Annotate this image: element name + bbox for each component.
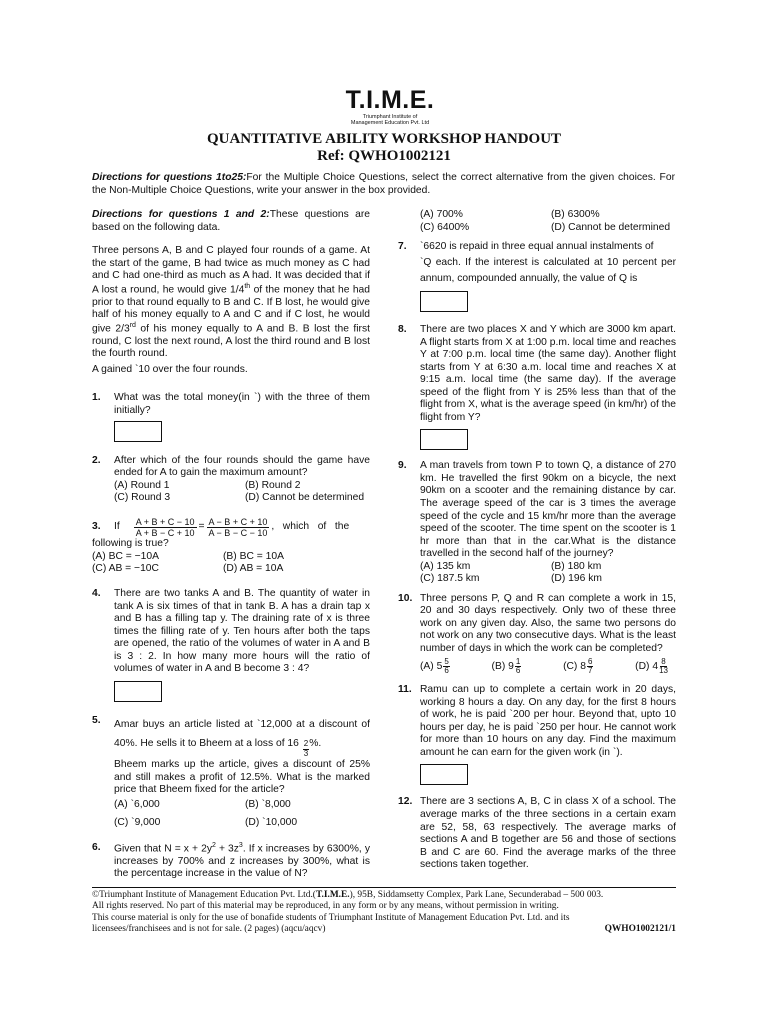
fraction-denominator: 7 [587, 666, 593, 676]
answer-box-q11[interactable] [420, 764, 468, 785]
question-11 [398, 684, 676, 785]
option-d[interactable]: (D) AB = 10A [223, 563, 284, 575]
option-a[interactable]: (A) 700% [420, 209, 463, 220]
options-q9 [420, 561, 676, 586]
option-a[interactable] [420, 658, 450, 677]
footer-line-1 [92, 890, 676, 901]
footer-text: ), 95B, Siddamsetty Complex, Park Lane, Secunderabad – 500 003. [349, 890, 604, 900]
footer-line-4 [92, 924, 676, 935]
whole-part: 4 [652, 660, 659, 672]
options-q2 [114, 480, 370, 505]
answer-box-q7[interactable] [420, 291, 468, 312]
fraction-numerator: 8 [661, 656, 666, 666]
option-label: (C) [563, 660, 578, 672]
superscript: 2 [211, 841, 216, 849]
option-b[interactable]: (B) 180 km [551, 560, 602, 572]
footer-text: licensees/franchisees and is not for sale. (2 pages) (aqcu/aqcv) [92, 923, 326, 934]
passage-sup-1: th [244, 282, 251, 290]
page-code: QWHO1002121/1 [604, 923, 676, 934]
question-text: What was the total money(in `) with the three of them initially? [114, 392, 370, 416]
passage-lead: Directions for questions 1 and 2: [92, 209, 270, 220]
logo-subtitle-1: Triumphant Institute of [362, 114, 418, 120]
fraction-denominator: A − B − C − 10 [208, 528, 268, 539]
fraction-numerator: 6 [587, 656, 593, 666]
question-4 [92, 588, 370, 702]
question-10 [398, 593, 676, 676]
passage-sup-2: rd [129, 321, 136, 329]
superscript: 3 [238, 841, 243, 849]
copyright-footer [92, 890, 676, 935]
fraction-numerator: A + B + C − 10 [135, 516, 195, 527]
fraction-numerator: A − B + C + 10 [208, 516, 268, 527]
option-d[interactable]: (D) `10,000 [245, 817, 298, 829]
equals-sign: = [198, 521, 205, 533]
page-title-block [0, 131, 768, 166]
options-q6 [398, 209, 676, 234]
right-column [398, 209, 676, 872]
question-9 [398, 460, 676, 585]
question-number: 10. [398, 592, 413, 604]
question-text-tail: , which of the [271, 521, 350, 533]
passage-text-3: of his money equally to A and B. B lost the first round, C lost the next round, A lost the third round and B lost the fourth round. [92, 323, 370, 360]
option-c[interactable]: (C) Round 3 [114, 492, 171, 504]
question-2 [92, 455, 370, 505]
question-12 [398, 796, 676, 871]
option-a[interactable]: (A) Round 1 [114, 479, 170, 491]
option-label: (D) [635, 660, 650, 672]
fraction-numerator: 2 [303, 739, 309, 749]
time-logo [330, 88, 450, 127]
directions-lead: Directions for questions 1to25: [92, 172, 247, 183]
footer-line-3: This course material is only for the use of bonafide students of Triumphant Institute of Management Education Pvt. Ltd. and its [92, 912, 570, 923]
question-number: 1. [92, 392, 101, 404]
passage-lead-text: These questions are based on the following data. [92, 209, 370, 233]
option-b[interactable]: (B) 6300% [551, 209, 600, 220]
footer-divider [92, 887, 676, 888]
question-number: 4. [92, 588, 101, 600]
fraction-denominator: 13 [659, 666, 668, 676]
fraction-denominator: 6 [515, 666, 521, 676]
whole-part: 5 [436, 660, 443, 672]
question-text-continued: `Q each. If the interest is calculated at 10 percent per annum, compounded annually, the value of Q is [420, 257, 676, 284]
logo-subtitle-2: Management Education Pvt. Ltd [350, 120, 430, 127]
option-b[interactable]: (B) BC = 10A [223, 550, 284, 562]
question-number: 6. [92, 841, 101, 853]
option-d[interactable]: (D) Cannot be determined [245, 492, 365, 504]
option-label: (A) [420, 660, 434, 672]
question-text: following is true? [92, 538, 169, 550]
question-6 [92, 842, 370, 881]
footer-line-2: All rights reserved. No part of this material may be reproduced, in any form or by any means, without permission in writing. [92, 901, 559, 912]
passage-body [92, 245, 370, 361]
question-text: After which of the four rounds should the game have ended for A to gain the maximum amount? [114, 454, 370, 479]
question-number: 3. [92, 520, 101, 532]
passage-text-2: of the money that he had prior to that round equally to B and C. If B lost, he would give half of his money equally to A and C and if C lost, he would give 2/3 [92, 284, 370, 335]
equation-q3 [114, 517, 370, 539]
question-text-part-2: + 3z [215, 843, 239, 855]
question-text-part-2: %. [309, 738, 322, 750]
question-text-part-1: Given that N = x + 2y [114, 843, 212, 855]
question-number: 7. [398, 241, 407, 253]
question-number: 12. [398, 796, 413, 808]
fraction-numerator: 1 [515, 656, 521, 666]
option-b[interactable]: (B) `8,000 [245, 798, 291, 810]
general-directions [92, 172, 675, 197]
option-a[interactable]: (A) 135 km [420, 560, 471, 572]
question-text: A man travels from town P to town Q, a distance of 270 km. He travelled the first 90km on a bicycle, the next 90km on a scooter and the remaining distance by car. The average speed of the car is 3 times the average speed of the cycle and 15 km/hr more than the average speed of the scooter. The time spent on the scooter is 1 hr more than that in the car.What is the distance travelled in the second half of the journey? [420, 460, 676, 560]
question-8 [398, 324, 676, 450]
option-d[interactable]: (D) 196 km [551, 573, 602, 585]
question-number: 2. [92, 454, 101, 466]
question-text-part-3: . If x increases by 6300%, y increases by 700% and z increases by 300%, what is the percentage increase in the value of N? [114, 843, 370, 880]
question-text-continued: Bheem marks up the article, gives a discount of 25% and still makes a profit of 12.5%. What is the marked price that Bheem fixed for the article? [114, 759, 370, 796]
passage-gain-line: A gained `10 over the four rounds. [92, 363, 248, 375]
fraction-right [207, 517, 270, 539]
question-text [114, 715, 370, 759]
options-q3 [92, 551, 370, 576]
question-number: 9. [398, 460, 407, 472]
option-c[interactable]: (C) 6400% [420, 221, 470, 233]
directions-text: For the Multiple Choice Questions, select the correct alternative from the given choices. For the Non-Multiple Choice Questions, write your answer in the box provided. [92, 172, 675, 196]
option-a[interactable]: (A) `6,000 [114, 798, 160, 810]
footer-brand: T.I.M.E. [315, 890, 350, 900]
option-d[interactable] [635, 658, 668, 677]
if-word: If [114, 521, 120, 533]
question-text: There are 3 sections A, B, C in class X of a school. The average marks of the three sections in a certain exam are 52, 58, 63 respectively. The average marks of sections A and B together are 56 and those of sections B and C are 60. Find the average marks of the three sections taken together. [420, 796, 676, 871]
fraction-denominator: A + B − C + 10 [135, 528, 195, 539]
question-number: 11. [398, 684, 412, 696]
fraction-denominator: 6 [444, 666, 449, 676]
answer-box-q8[interactable] [420, 429, 468, 450]
logo-text: T.I.M.E. [345, 86, 435, 114]
option-c[interactable]: (C) 187.5 km [420, 573, 480, 585]
question-number: 8. [398, 323, 407, 335]
answer-box-q4[interactable] [114, 681, 162, 702]
question-text [114, 842, 370, 881]
question-5 [92, 715, 370, 830]
question-text-part-1: Amar buys an article listed at `12,000 at a discount of 40%. He sells it to Bheem at a loss of 16 [114, 718, 370, 750]
answer-box-q1[interactable] [114, 421, 162, 442]
option-a[interactable]: (A) BC = −10A [92, 550, 159, 562]
question-text: There are two tanks A and B. The quantity of water in tank A is six times of that in tank B. A has a drain tap x and B has a filling tap y. The draining rate of x is three times the filling rate of y. Ten hours after both the taps are opened, the ratio of the volumes of water in A and B is 3 : 2. In how many more hours will the ratio of volumes of water in A and B become 3 : 4? [114, 588, 370, 675]
page-title: QUANTITATIVE ABILITY WORKSHOP HANDOUT [206, 131, 562, 147]
footer-text: ©Triumphant Institute of Management Education Pvt. Ltd.( [92, 890, 316, 900]
question-7 [398, 239, 676, 312]
passage-text-1: Three persons A, B and C played four rounds of a game. At the start of the game, B had twice as much money as C had and C had one-third as much as A had. It was decided that if A lost a round, he would give 1/4 [92, 245, 370, 296]
passage-directions [92, 209, 370, 234]
question-number: 5. [92, 714, 101, 726]
left-column [92, 209, 370, 881]
options-q5 [114, 799, 370, 830]
fraction-numerator: 5 [444, 656, 449, 666]
question-3 [92, 517, 370, 576]
option-b[interactable] [492, 658, 522, 677]
whole-part: 9 [508, 660, 514, 672]
option-c[interactable]: (C) AB = −10C [92, 563, 159, 575]
options-q10 [420, 658, 676, 677]
whole-part: 8 [580, 660, 586, 672]
option-b[interactable]: (B) Round 2 [245, 479, 301, 491]
fraction-denominator: 3 [303, 749, 309, 759]
option-c[interactable] [563, 658, 593, 677]
option-label: (B) [491, 660, 506, 672]
fraction-left [134, 517, 197, 539]
question-text: There are two places X and Y which are 3000 km apart. A flight starts from X at 1:00 p.m. local time and reaches Y at 7:00 p.m. local time (the same day). Another flight starts from Y at 6:30 a.m. local time and reaches X at 9:15 a.m. local time (the same day). If the average speed of the flight from Y is 25% less than that of the flight from X, what is the average speed (in km/hr) of the flight from Y? [420, 323, 676, 423]
question-text: `6620 is repaid in three equal annual instalments of [420, 241, 654, 253]
question-1 [92, 392, 370, 441]
option-d[interactable]: (D) Cannot be determined [551, 221, 671, 233]
question-text: Three persons P, Q and R can complete a work in 15, 20 and 30 days respectively. Only two of these three work on any given day. Also, the same two persons do not work on any two consecutive days. What is the least number of days in which the work can be completed? [420, 592, 676, 654]
question-text: Ramu can up to complete a certain work in 20 days, working 8 hours a day. On any day, for the first 8 hours of work, he is paid `200 per hour. Beyond that, upto 10 hours per day, he is paid `250 per hour. He cannot work for more than 10 hours on any day. Find the maximum amount he can earn for the given work (in `). [420, 684, 676, 758]
option-c[interactable]: (C) `9,000 [114, 817, 161, 829]
reference-code: Ref: QWHO1002121 [317, 148, 451, 165]
